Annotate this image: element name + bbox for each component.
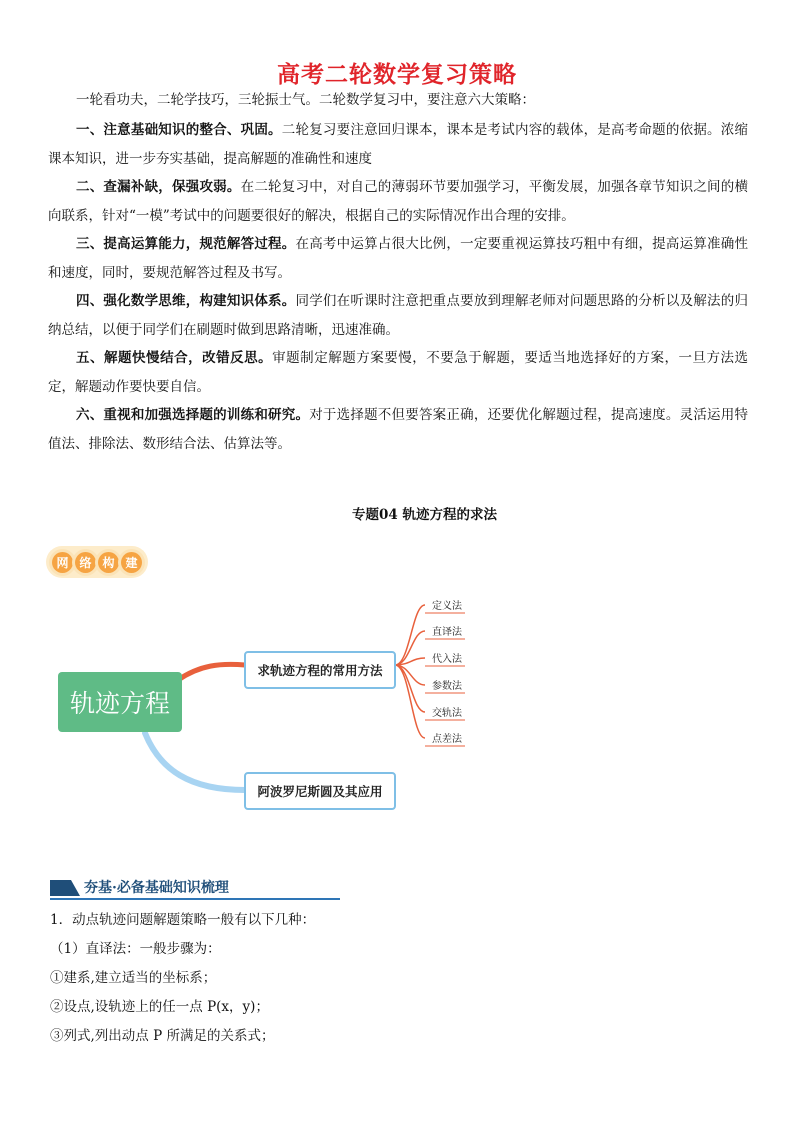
strategy-head: 五、解题快慢结合，改错反思。	[76, 350, 273, 366]
section-heading: 专题04 轨迹方程的求法	[352, 507, 497, 523]
strategy-head: 三、提高运算能力，规范解答过程。	[76, 236, 296, 252]
knowledge-list	[50, 906, 315, 1051]
strategy-body: 在二轮复习中，对自己的薄弱环节要加强学习，平衡发展，加强各章节知识之间的横向联系，针对“一模”考试中的问题要很好的解决，根据自己的实际情况作出合理的安排。	[48, 179, 748, 224]
strategy-head: 二、查漏补缺，保强攻弱。	[76, 179, 241, 195]
root-to-branch1-connector	[178, 664, 245, 680]
strategy-item	[48, 287, 748, 344]
section2-header	[50, 876, 340, 898]
strategy-item	[48, 116, 748, 173]
branch2-label: 阿波罗尼斯圆及其应用	[257, 784, 383, 799]
text-line: ②设点,设轨迹上的任一点 P(x，y)；	[50, 999, 269, 1015]
text-line: ③列式,列出动点 P 所满足的关系式；	[50, 1028, 275, 1044]
strategy-body: 对于选择题不但要答案正确，还要优化解题过程，提高速度。灵活运用特值法、排除法、数形结合法、估算法等。	[48, 407, 748, 452]
leaf-label: 代入法	[432, 654, 462, 665]
strategy-body: 在高考中运算占很大比例，一定要重视运算技巧粗中有细，提高运算准确性和速度，同时，要规范解答过程及书写。	[48, 236, 748, 281]
intro-text: 一轮看功夫，二轮学技巧，三轮振士气。二轮数学复习中，要注意六大策略：	[76, 92, 535, 108]
strategy-item	[48, 344, 748, 401]
network-badge	[50, 548, 144, 576]
leaf-label: 交轨法	[432, 708, 462, 719]
badge-char: 构	[98, 552, 119, 573]
strategy-body: 审题制定解题方案要慢，不要急于解题，要适当地选择好的方案，一旦方法选定，解题动作要快要自信。	[48, 350, 749, 395]
badge-char: 络	[75, 552, 96, 573]
text-line: 1．动点轨迹问题解题策略一般有以下几种：	[50, 912, 316, 928]
leaf-label: 定义法	[432, 601, 462, 612]
strategy-body: 同学们在听课时注意把重点要放到理解老师对问题思路的分析以及解法的归纳总结，以便于同学们在刷题时做到思路清晰，迅速准确。	[48, 293, 748, 338]
strategy-head: 四、强化数学思维，构建知识体系。	[76, 293, 296, 309]
page-title: 高考二轮数学复习策略	[277, 62, 517, 88]
root-to-branch2-connector	[145, 733, 245, 790]
badge-char: 网	[52, 552, 73, 573]
strategy-head: 六、重视和加强选择题的训练和研究。	[76, 407, 310, 423]
strategy-item	[48, 401, 748, 458]
leaf-label: 参数法	[432, 681, 462, 692]
strategy-body: 二轮复习要注意回归课本，课本是考试内容的载体，是高考命题的依据。浓缩课本知识，进一步夯实基础，提高解题的准确性和速度	[48, 122, 748, 167]
branch1-label: 求轨迹方程的常用方法	[257, 663, 383, 678]
strategy-head: 一、注意基础知识的整合、巩固。	[76, 122, 282, 138]
section2-label: 夯基·必备基础知识梳理	[84, 880, 229, 896]
strategy-item	[48, 230, 748, 287]
text-line: （1）直译法：一般步骤为：	[50, 941, 221, 957]
mind-map	[50, 585, 470, 825]
branch1-leaf-connector	[395, 605, 425, 738]
leaf-label: 直译法	[432, 627, 462, 638]
strategy-list	[48, 116, 748, 458]
root-node-label: 轨迹方程	[69, 689, 171, 718]
badge-char: 建	[121, 552, 142, 573]
strategy-item	[48, 173, 748, 230]
text-line: ①建系,建立适当的坐标系；	[50, 970, 217, 986]
leaf-label: 点差法	[432, 734, 462, 745]
